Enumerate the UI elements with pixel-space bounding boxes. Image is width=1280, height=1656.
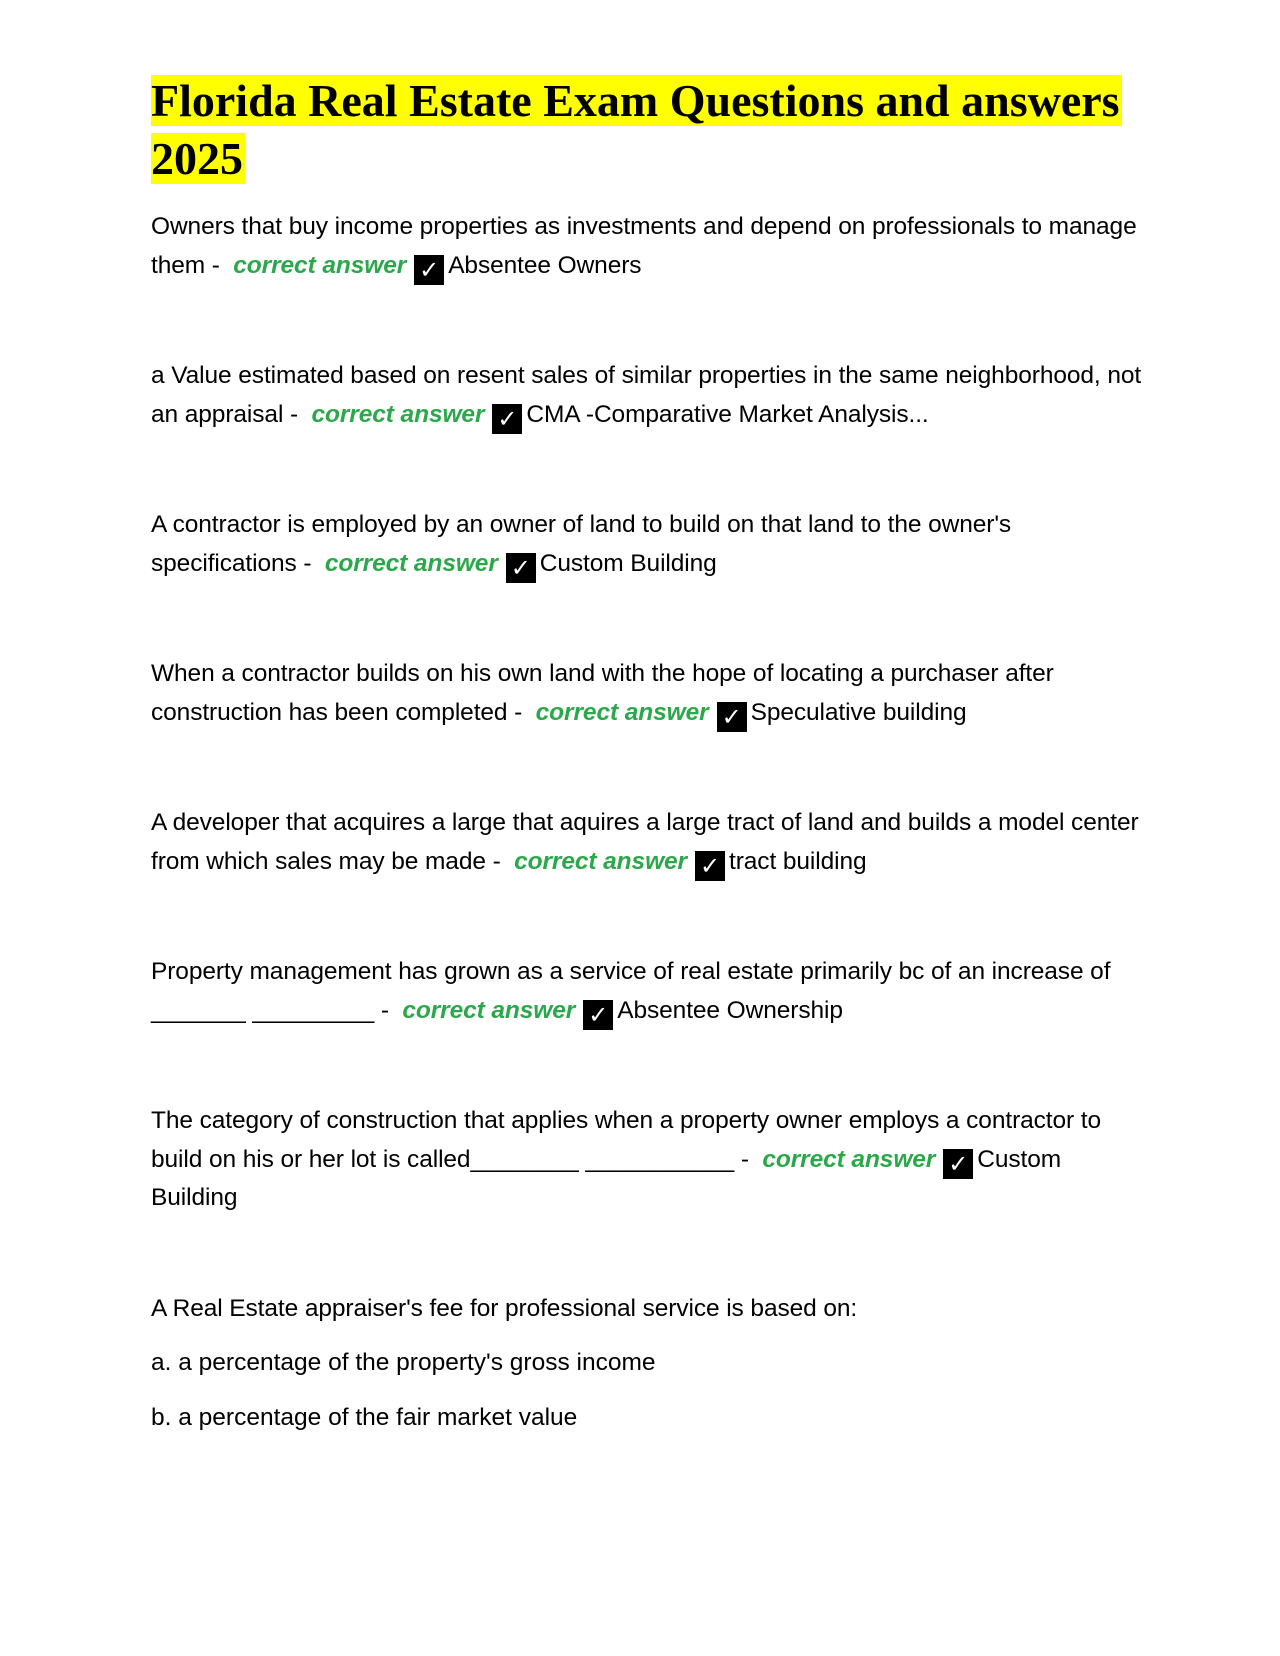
question-text: The category of construction that applies when a property owner employs a contractor to build on his or her lot is called________ ___________ -	[151, 1107, 1102, 1173]
check-box-icon: ✓	[414, 255, 444, 285]
correct-answer-label: correct answer	[233, 251, 407, 279]
qa-item-3	[151, 506, 1151, 583]
answer-text: Speculative building	[750, 698, 967, 726]
answer-text: Absentee Ownership	[617, 996, 843, 1024]
check-box-icon: ✓	[943, 1149, 973, 1179]
question-text: a Value estimated based on resent sales of similar properties in the same neighborhood, not an appraisal -	[151, 362, 1142, 428]
qa-item-6	[151, 953, 1151, 1030]
option-a: a. a percentage of the property's gross income	[151, 1349, 656, 1376]
check-box-icon: ✓	[506, 553, 536, 583]
document-title	[151, 72, 1151, 188]
answer-text: Custom Building	[539, 549, 717, 577]
qa-item-1	[151, 208, 1151, 285]
qa-item-4	[151, 655, 1151, 732]
question-text: When a contractor builds on his own land with the hope of locating a purchaser after construction has been completed -	[151, 660, 1054, 726]
document-page	[151, 72, 1151, 1437]
check-box-icon: ✓	[695, 851, 725, 881]
qa-item-5	[151, 804, 1151, 881]
answer-text: Absentee Owners	[448, 251, 642, 279]
check-box-icon: ✓	[583, 1000, 613, 1030]
option-b: b. a percentage of the fair market value	[151, 1403, 578, 1431]
answer-text: tract building	[729, 847, 867, 875]
answer-text: CMA -Comparative Market Analysis...	[526, 400, 929, 428]
qa-item-2	[151, 357, 1151, 434]
question-text: Owners that buy income properties as investments and depend on professionals to manage them -	[151, 213, 1137, 279]
correct-answer-label: correct answer	[514, 847, 687, 875]
correct-answer-label: correct answer	[402, 996, 576, 1024]
qa-item-8-question: A Real Estate appraiser's fee for professional service is based on:	[151, 1294, 858, 1322]
qa-item-7	[151, 1102, 1151, 1218]
question-text: A developer that acquires a large that aquires a large tract of land and builds a model center from which sales may be made -	[151, 809, 1139, 875]
check-box-icon: ✓	[717, 702, 747, 732]
question-text: Property management has grown as a service of real estate primarily bc of an increase of _______ _________ -	[151, 958, 1111, 1024]
correct-answer-label: correct answer	[762, 1145, 936, 1173]
correct-answer-label: correct answer	[324, 549, 498, 577]
answer-text: Custom Building	[151, 1145, 1062, 1211]
question-text: A contractor is employed by an owner of land to build on that land to the owner's specifications -	[151, 511, 1012, 577]
document-title-text: Florida Real Estate Exam Questions and answers 2025	[151, 75, 1120, 184]
correct-answer-label: correct answer	[311, 400, 485, 428]
correct-answer-label: correct answer	[535, 698, 709, 726]
check-box-icon: ✓	[492, 404, 522, 434]
